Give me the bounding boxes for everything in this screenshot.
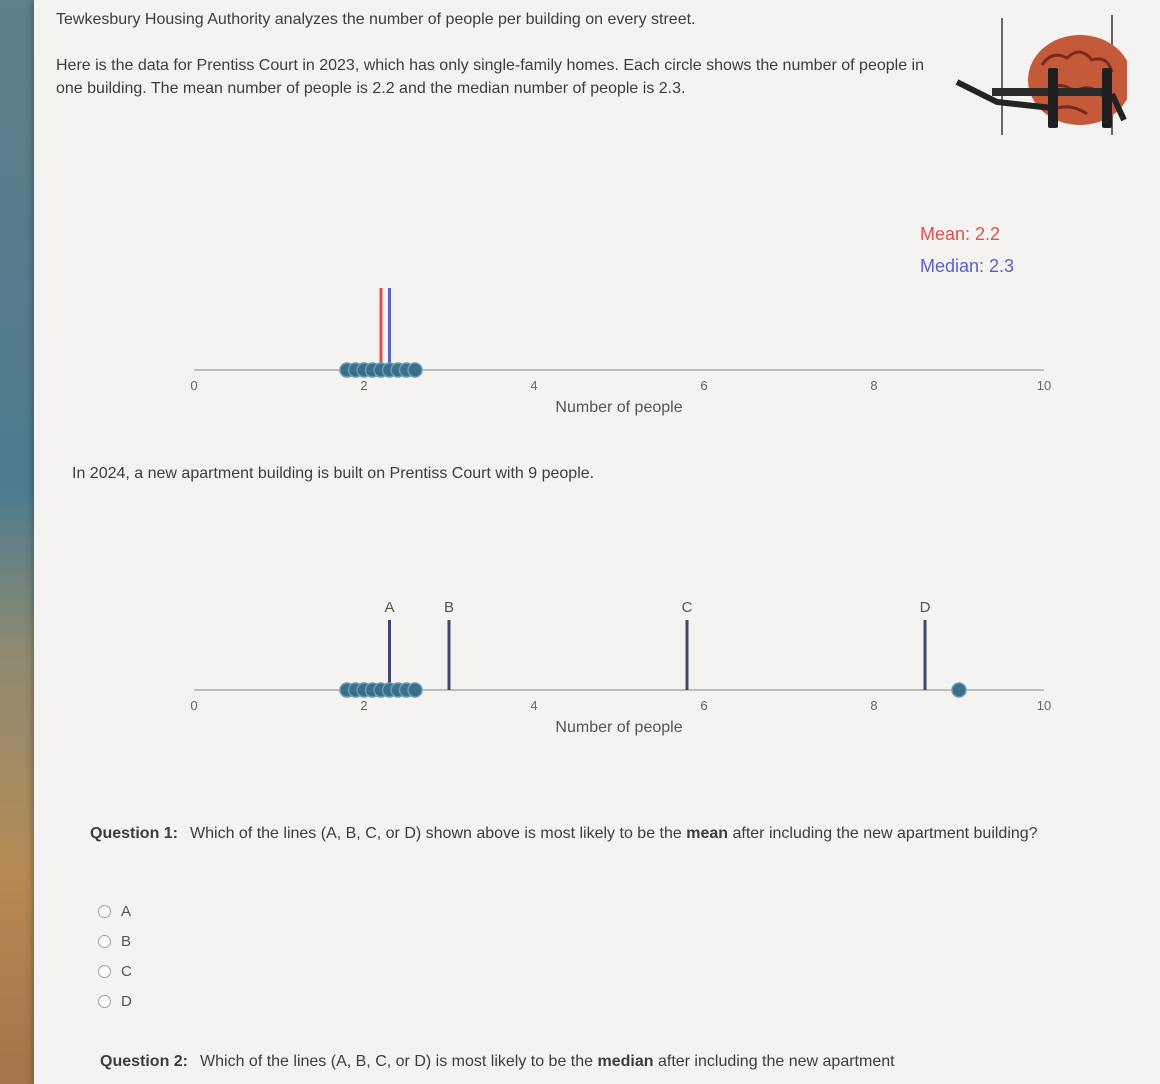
radio-b-icon[interactable] xyxy=(98,935,111,948)
question-2 xyxy=(100,1050,1080,1073)
intro-line-2: Here is the data for Prentiss Court in 2023, which has only single-family homes. Each circle shows the number of people in one building. The mean number of people is 2.2 and the median number of people is 2.3. xyxy=(56,57,924,97)
reference-label-b: B xyxy=(443,599,455,616)
data-point-9 xyxy=(952,683,966,697)
option-c[interactable] xyxy=(98,956,132,986)
tick-label-4: 8 xyxy=(870,698,878,713)
radio-d-icon[interactable] xyxy=(98,995,111,1008)
mean-legend: Mean: 2.2 xyxy=(920,224,1001,244)
question-1 xyxy=(90,822,1070,845)
reference-label-d: D xyxy=(919,599,931,616)
radio-c-icon[interactable] xyxy=(98,965,111,978)
question-2-text-before: Which of the lines (A, B, C, or D) is most likely to be the xyxy=(200,1053,594,1070)
option-d-label: D xyxy=(121,992,132,1010)
option-a-label: A xyxy=(121,902,132,920)
worksheet-page xyxy=(34,0,1160,1084)
tick-label-3: 6 xyxy=(700,698,708,713)
question-1-options xyxy=(98,896,132,1016)
tick-label-1: 2 xyxy=(360,378,368,393)
option-c-label: C xyxy=(121,962,132,980)
option-b-label: B xyxy=(121,932,132,950)
tick-label-0: 0 xyxy=(190,378,198,393)
radio-a-icon[interactable] xyxy=(98,905,111,918)
data-point-8 xyxy=(408,363,422,377)
dot-plot-2023 xyxy=(184,270,1064,420)
option-d[interactable] xyxy=(98,986,132,1016)
dot-plot-2024 xyxy=(184,590,1064,740)
option-a[interactable] xyxy=(98,896,132,926)
question-1-text-after: after including the new apartment building? xyxy=(732,825,1038,842)
question-1-text-before: Which of the lines (A, B, C, or D) shown above is most likely to be the xyxy=(190,825,682,842)
data-point-8 xyxy=(408,683,422,697)
axis-label: Number of people xyxy=(555,719,683,736)
tick-label-5: 10 xyxy=(1036,378,1052,393)
median-legend: Median: 2.3 xyxy=(920,256,1015,276)
dot-plot-2023-svg xyxy=(184,270,1064,420)
tick-label-2: 4 xyxy=(530,698,538,713)
question-1-keyword: mean xyxy=(686,825,729,842)
question-2-text-after: after including the new apartment xyxy=(657,1053,895,1070)
dot-plot-2024-svg xyxy=(184,590,1064,740)
tick-label-4: 8 xyxy=(870,378,878,393)
brain-barbell-logo-icon xyxy=(952,10,1127,140)
question-2-number: Question 2: xyxy=(100,1053,189,1070)
intro-line-3: In 2024, a new apartment building is built on Prentiss Court with 9 people. xyxy=(72,465,595,482)
tick-label-2: 4 xyxy=(530,378,538,393)
question-2-keyword: median xyxy=(597,1053,654,1070)
question-1-number: Question 1: xyxy=(90,825,179,842)
reference-label-a: A xyxy=(384,599,395,616)
tick-label-5: 10 xyxy=(1036,698,1052,713)
option-b[interactable] xyxy=(98,926,132,956)
tick-label-1: 2 xyxy=(360,698,368,713)
reference-label-c: C xyxy=(681,599,693,616)
axis-label: Number of people xyxy=(555,399,683,416)
worksheet-content xyxy=(34,0,1160,1084)
tick-label-0: 0 xyxy=(190,698,198,713)
intro-line-1: Tewkesbury Housing Authority analyzes the number of people per building on every street. xyxy=(56,11,696,28)
tick-label-3: 6 xyxy=(700,378,708,393)
